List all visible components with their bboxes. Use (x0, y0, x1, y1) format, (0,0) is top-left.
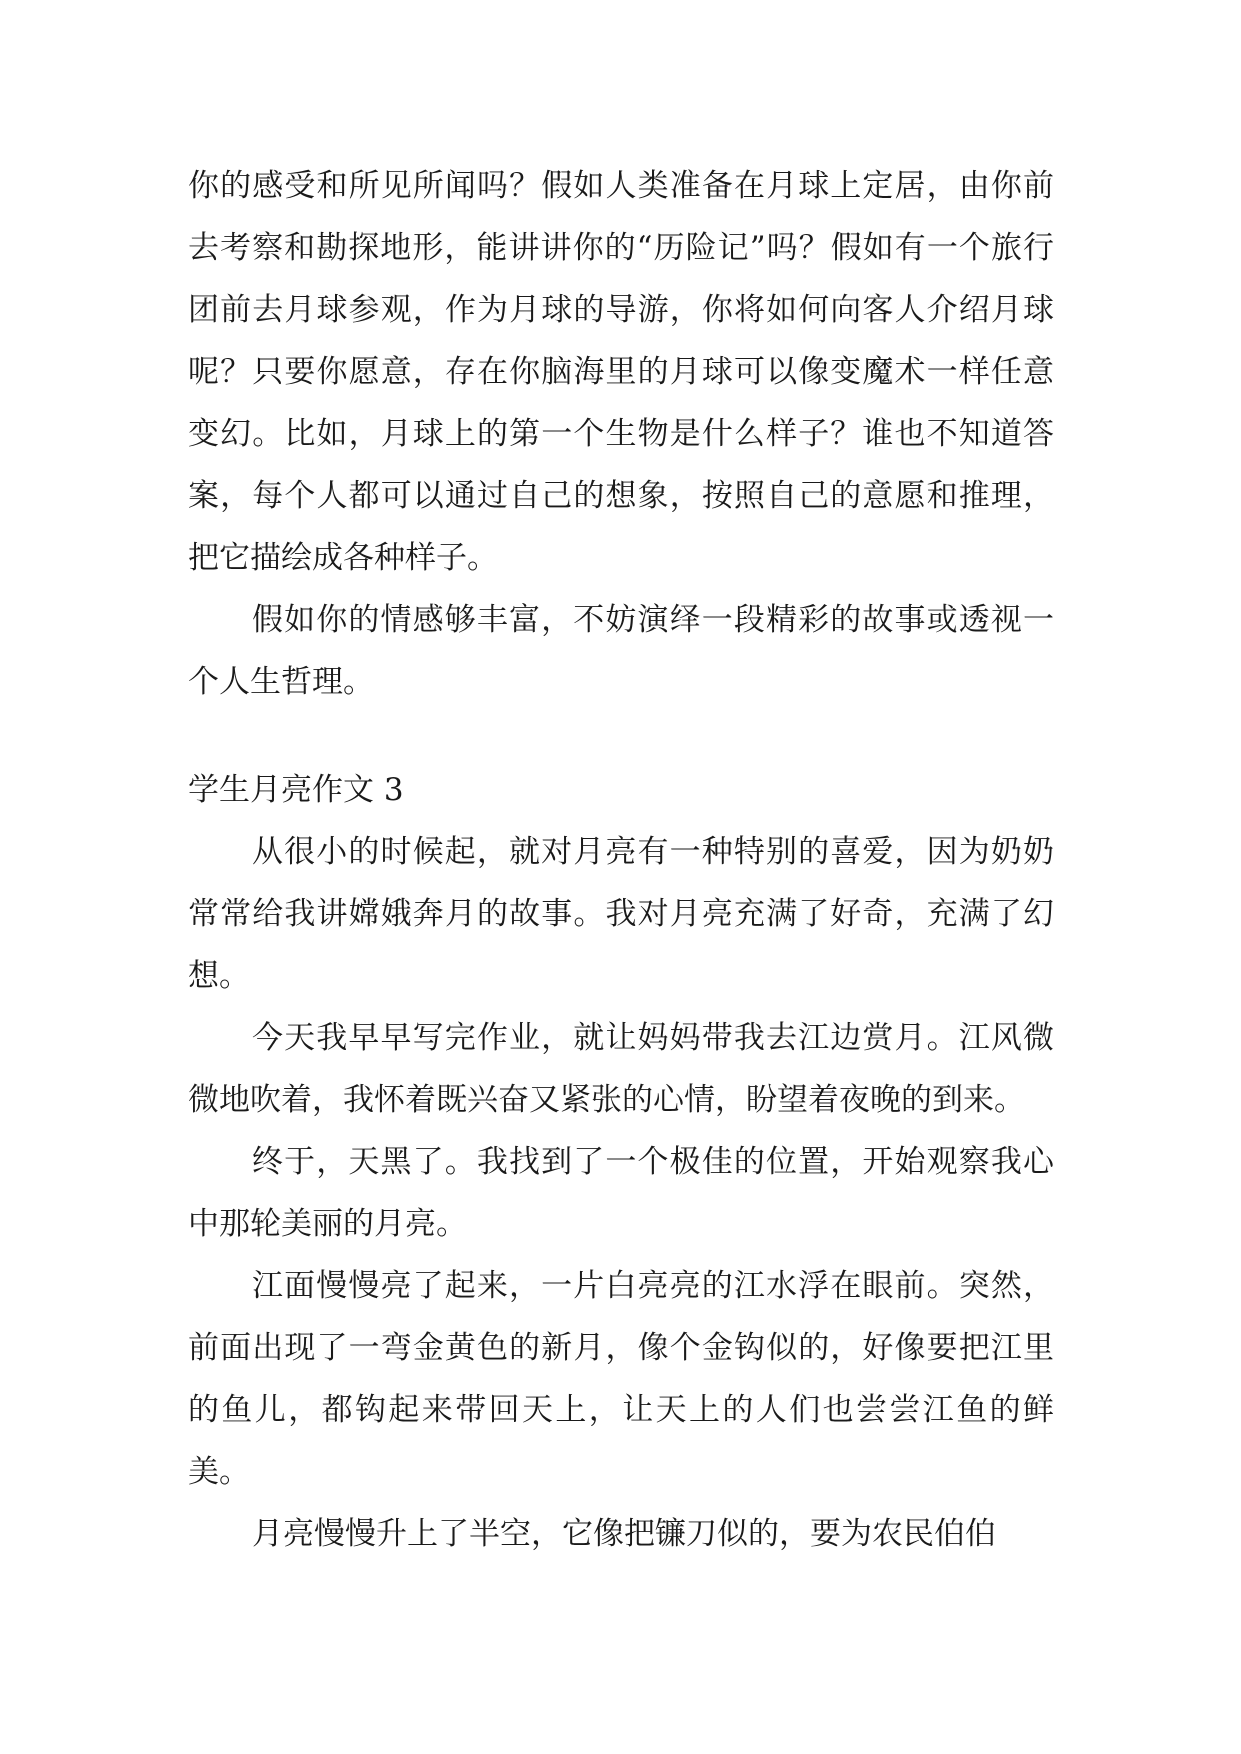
paragraph: 江面慢慢亮了起来，一片白亮亮的江水浮在眼前。突然，前面出现了一弯金黄色的新月，像个金钩似的，好像要把江里的鱼儿，都钩起来带回天上，让天上的人们也尝尝江鱼的鲜美。 (188, 1268, 1054, 1490)
paragraph: 月亮慢慢升上了半空，它像把镰刀似的，要为农民伯伯 (252, 1516, 996, 1552)
paragraph: 从很小的时候起，就对月亮有一种特别的喜爱，因为奶奶常常给我讲嫦娥奔月的故事。我对月亮充满了好奇，充满了幻想。 (188, 834, 1054, 994)
document-body (188, 155, 1054, 1565)
paragraph: 假如你的情感够丰富，不妨演绎一段精彩的故事或透视一个人生哲理。 (188, 602, 1054, 700)
section-title: 学生月亮作文 3 (188, 772, 404, 808)
section-spacer (188, 713, 1054, 759)
paragraph: 你的感受和所见所闻吗？假如人类准备在月球上定居，由你前去考察和勘探地形，能讲讲你的“历险记”吗？假如有一个旅行团前去月球参观，作为月球的导游，你将如何向客人介绍月球呢？只要你愿意，存在你脑海里的月球可以像变魔术一样任意变幻。比如，月球上的第一个生物是什么样子？谁也不知道答案，每个人都可以通过自己的想象，按照自己的意愿和推理，把它描绘成各种样子。 (188, 168, 1054, 576)
paragraph: 今天我早早写完作业，就让妈妈带我去江边赏月。江风微微地吹着，我怀着既兴奋又紧张的心情，盼望着夜晚的到来。 (188, 1020, 1054, 1118)
paragraph: 终于，天黑了。我找到了一个极佳的位置，开始观察我心中那轮美丽的月亮。 (188, 1144, 1054, 1242)
